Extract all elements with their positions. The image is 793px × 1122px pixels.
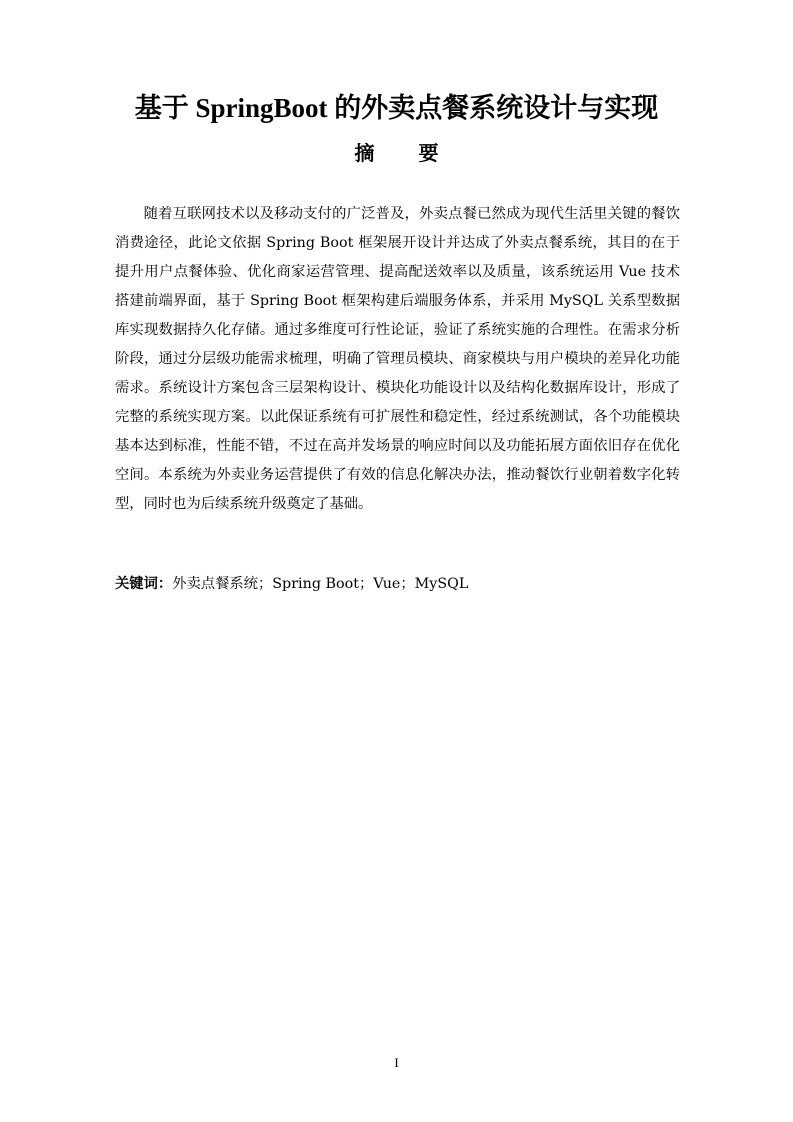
abstract-heading: 摘要 bbox=[354, 141, 483, 165]
keywords-text: 外卖点餐系统；Spring Boot；Vue；MySQL bbox=[172, 576, 469, 592]
document-title: 基于 SpringBoot 的外卖点餐系统设计与实现 bbox=[134, 93, 659, 123]
page-number: I bbox=[394, 1055, 399, 1070]
keywords-line bbox=[115, 570, 680, 599]
keywords-label: 关键词： bbox=[115, 576, 173, 592]
abstract-body: 随着互联网技术以及移动支付的广泛普及，外卖点餐已然成为现代生活里关键的餐饮消费途径，此论文依据 Spring Boot 框架展开设计并达成了外卖点餐系统，其目的在于提升用户点餐体验、优化商家运营管理、提高配送效率以及质量，该系统运用 Vue 技术搭建前端界面，基于 Spring Boot 框架构建后端服务体系，并采用 MySQL 关系型数据库实现数据持久化存储。通过多维度可行性论证，验证了系统实施的合理性。在需求分析阶段，通过分层级功能需求梳理，明确了管理员模块、商家模块与用户模块的差异化功能需求。系统设计方案包含三层架构设计、模块化功能设计以及结构化数据库设计，形成了完整的系统实现方案。以此保证系统有可扩展性和稳定性，经过系统测试，各个功能模块基本达到标准，性能不错，不过在高并发场景的响应时间以及功能拓展方面依旧存在优化空间。本系统为外卖业务运营提供了有效的信息化解决办法，推动餐饮行业朝着数字化转型，同时也为后续系统升级奠定了基础。 bbox=[115, 206, 680, 512]
